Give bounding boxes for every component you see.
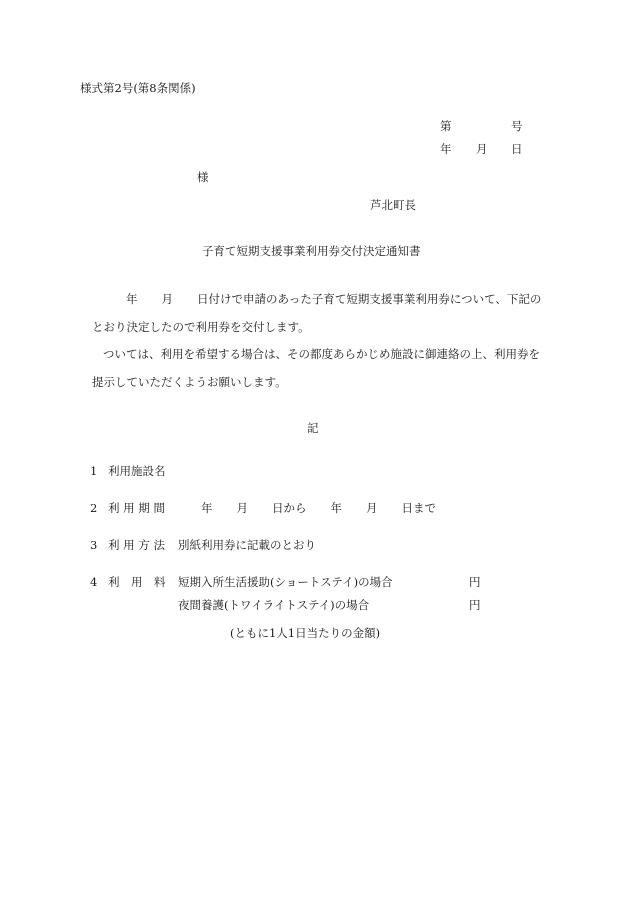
- body-year: 年: [126, 292, 138, 306]
- addressee-suffix: 様: [197, 170, 209, 184]
- body-line-1: [126, 292, 541, 306]
- document-number-prefix: 第: [440, 119, 452, 133]
- item-2-period: [201, 501, 436, 515]
- item-2-number: 2: [90, 501, 98, 515]
- item-1-label: 利用施設名: [108, 464, 166, 478]
- item-3-value: 別紙利用券に記載のとおり: [178, 538, 316, 552]
- item-2-label: 利 用 期 間: [108, 501, 165, 515]
- fee-twilight-stay: 夜間養護(トワイライトステイ)の場合: [178, 598, 370, 612]
- period-start-month: 月: [236, 501, 248, 515]
- ki-heading: 記: [307, 421, 319, 435]
- date-day: 日: [511, 142, 523, 156]
- period-end-year: 年: [330, 501, 342, 515]
- item-1-number: 1: [90, 464, 98, 478]
- item-3-number: 3: [90, 538, 98, 552]
- period-end-month: 月: [366, 501, 378, 515]
- period-start-day: 日から: [272, 501, 307, 515]
- issuer-name: 芦北町長: [370, 198, 416, 212]
- fee-short-stay-unit: 円: [469, 575, 481, 589]
- fee-note: (ともに1人1日当たりの金額): [230, 626, 381, 640]
- body-line-3: ついては、利用を希望する場合は、その都度あらかじめ施設に御連絡の上、利用券を: [103, 347, 540, 361]
- document-number-suffix: 号: [511, 119, 523, 133]
- period-start-year: 年: [201, 501, 213, 515]
- item-4-label: 利 用 料: [108, 575, 166, 589]
- fee-short-stay: 短期入所生活援助(ショートステイ)の場合: [178, 575, 393, 589]
- body-line-4: 提示していただくようお願いします。: [92, 375, 287, 389]
- body-line-1-rest: 日付けで申請のあった子育て短期支援事業利用券について、下記の: [197, 292, 542, 306]
- body-line-2: とおり決定したので利用券を交付します。: [92, 320, 310, 334]
- fee-twilight-stay-unit: 円: [469, 598, 481, 612]
- item-4-number: 4: [90, 575, 98, 589]
- period-end-day: 日まで: [401, 501, 436, 515]
- document-title: 子育て短期支援事業利用券交付決定通知書: [202, 244, 421, 258]
- date-month: 月: [476, 142, 488, 156]
- date-year: 年: [440, 142, 452, 156]
- form-label: 様式第2号(第8条関係): [80, 81, 196, 95]
- item-3-label: 利 用 方 法: [108, 538, 165, 552]
- body-month: 月: [161, 292, 173, 306]
